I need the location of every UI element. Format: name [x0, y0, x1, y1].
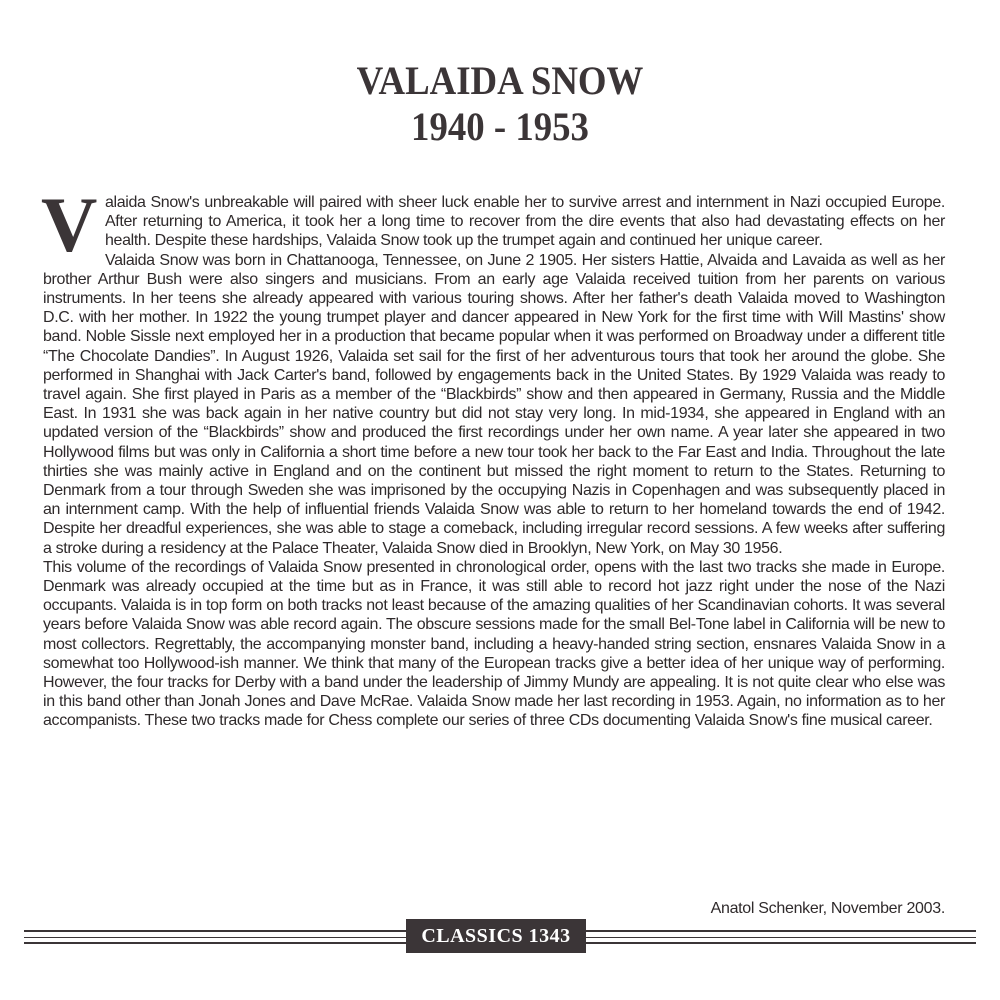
paragraph-biography: Valaida Snow was born in Chattanooga, Tennessee, on June 2 1905. Her sisters Hattie, Alvaida and Lavaida as well as her brother Arthur Bush were also singers and musicians. From an early age Valaida received tuition from her parents on various instruments. In her teens she already appeared with various touring shows. After her father's death Valaida moved to Washington D.C. with her mother. In 1922 the young trumpet player and dancer appeared in New York for the first time with Will Mastins' show band. Noble Sissle next employed her in a production that became popular when it was performed on Broadway under a different title “The Chocolate Dandies”. In August 1926, Valaida set sail for the first of her adventurous tours that took her around the globe. She performed in Shanghai with Jack Carter's band, followed by engagements back in the United States. By 1929 Valaida was ready to travel again. She first played in Paris as a member of the “Blackbirds” show and then appeared in Germany, Russia and the Middle East. In 1931 she was back again in her native country but did not stay very long. In mid-1934, she appeared in England with an updated version of the “Blackbirds” show and produced the first recordings under her own name. A year later she appeared in two Hollywood films but was only in California a short time before a new tour took her back to the Far East and India. Throughout the late thirties she was mainly active in England and on the continent but missed the right moment to return to the States. Returning to Denmark from a tour through Sweden she was imprisoned by the occupying Nazis in Copenhagen and was subsequently placed in an internment camp. With the help of influential friends Valaida Snow was able to return to her homeland towards the end of 1942. Despite her dreadful experiences, she was able to stage a comeback, including irregular record sessions. A few weeks after suffering a stroke during a residency at the Palace Theater, Valaida Snow died in Brooklyn, New York, on May 30 1956. — [43, 251, 945, 557]
catalog-label: CLASSICS 1343 — [406, 919, 586, 953]
footer-rule-left-bottom — [24, 942, 406, 944]
title-years: 1940 - 1953 — [411, 104, 589, 149]
footer-rule-left-top — [24, 930, 406, 932]
footer-rule-right-bottom — [586, 942, 976, 944]
author-signature: Anatol Schenker, November 2003. — [710, 900, 945, 917]
title-name: VALAIDA SNOW — [356, 58, 644, 103]
paragraph-intro-text: alaida Snow's unbreakable will paired with sheer luck enable her to survive arrest and internment in Nazi occupied Europe. After returning to America, it took her a long time to recover from the dire events that also had devastating effects on her health. Despite these hardships, Valaida Snow took up the trumpet again and continued her unique career. — [104, 194, 945, 250]
liner-notes — [41, 181, 945, 731]
paragraph-volume: This volume of the recordings of Valaida Snow presented in chronological order, opens with the last two tracks she made in Europe. Denmark was already occupied at the time but as in France, it was still able to record hot jazz right under the nose of the Nazi occupants. Valaida is in top form on both tracks not least because of the amazing qualities of her Scandinavian cohorts. It was several years before Valaida Snow was able record again. The obscure sessions made for the small Bel-Tone label in California will be new to most collectors. Regrettably, the accompanying monster band, including a heavy-handed string section, ensnares Valaida Snow in a somewhat too Hollywood-ish manner. We think that many of the European tracks give a better idea of her unique way of performing. However, the four tracks for Derby with a band under the leadership of Jimmy Mundy are appealing. It is not quite clear who else was in this band other than Jonah Jones and Dave McRae. Valaida Snow made her last recording in 1953. Again, no information as to her accompanists. These two tracks made for Chess complete our series of three CDs documenting Valaida Snow's fine musical career. — [43, 558, 945, 730]
footer-rule-left-mid — [24, 937, 406, 938]
paragraph-intro — [41, 181, 945, 268]
page-title — [40, 58, 960, 150]
footer-rule-right-top — [586, 930, 976, 932]
footer-rule-right-mid — [586, 937, 976, 938]
drop-cap: V — [41, 181, 97, 268]
